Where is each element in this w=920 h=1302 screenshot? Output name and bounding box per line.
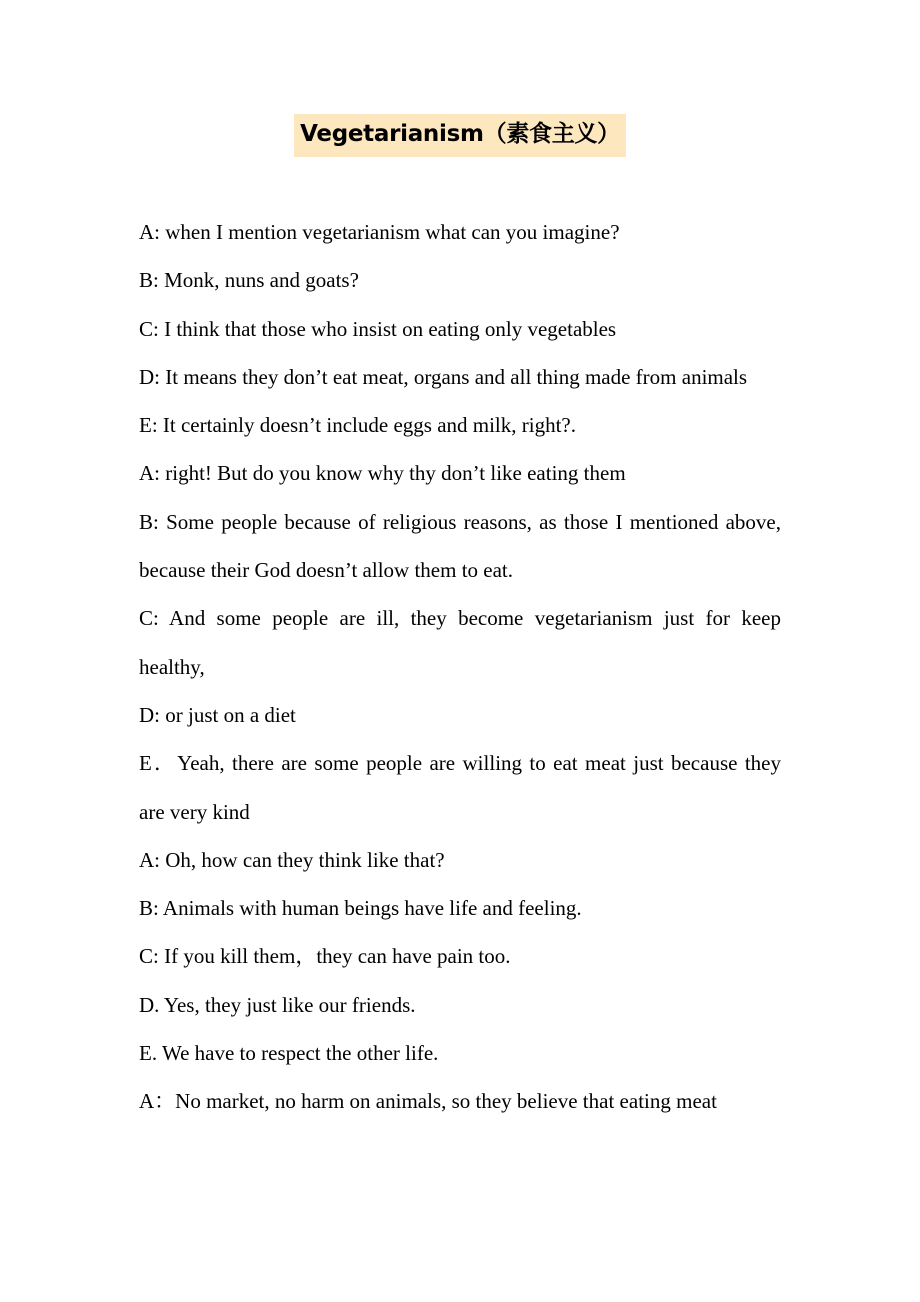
dialogue-line: C: And some people are ill, they become vegetarianism just for keep healthy,	[139, 606, 781, 679]
title-container	[0, 114, 920, 157]
dialogue-line: E．Yeah, there are some people are willing to eat meat just because they are very kind	[139, 751, 781, 824]
dialogue-line: E. We have to respect the other life.	[139, 1041, 439, 1066]
dialogue-line: A: right! But do you know why thy don’t like eating them	[139, 461, 626, 486]
dialogue-line: C: If you kill them，they can have pain too.	[139, 944, 511, 969]
dialogue-line: E: It certainly doesn’t include eggs and milk, right?.	[139, 413, 577, 438]
dialogue-line: A：No market, no harm on animals, so they believe that eating meat	[139, 1089, 717, 1114]
dialogue-line: B: Monk, nuns and goats?	[139, 268, 359, 293]
dialogue-line: D: or just on a diet	[139, 702, 296, 727]
dialogue-line: A: when I mention vegetarianism what can you imagine?	[139, 220, 620, 244]
dialogue-line: D. Yes, they just like our friends.	[139, 992, 416, 1017]
dialogue-line: C: I think that those who insist on eating only vegetables	[139, 316, 617, 341]
dialogue-line: B: Animals with human beings have life and feeling.	[139, 896, 582, 921]
dialogue-line: A: Oh, how can they think like that?	[139, 847, 445, 872]
dialogue-line: B: Some people because of religious reasons, as those I mentioned above, because their God doesn’t allow them to eat.	[139, 509, 781, 583]
document-title: Vegetarianism（素食主义）	[294, 114, 626, 157]
dialogue-body	[139, 208, 781, 1126]
dialogue-line: D: It means they don’t eat meat, organs and all thing made from animals	[139, 364, 748, 389]
